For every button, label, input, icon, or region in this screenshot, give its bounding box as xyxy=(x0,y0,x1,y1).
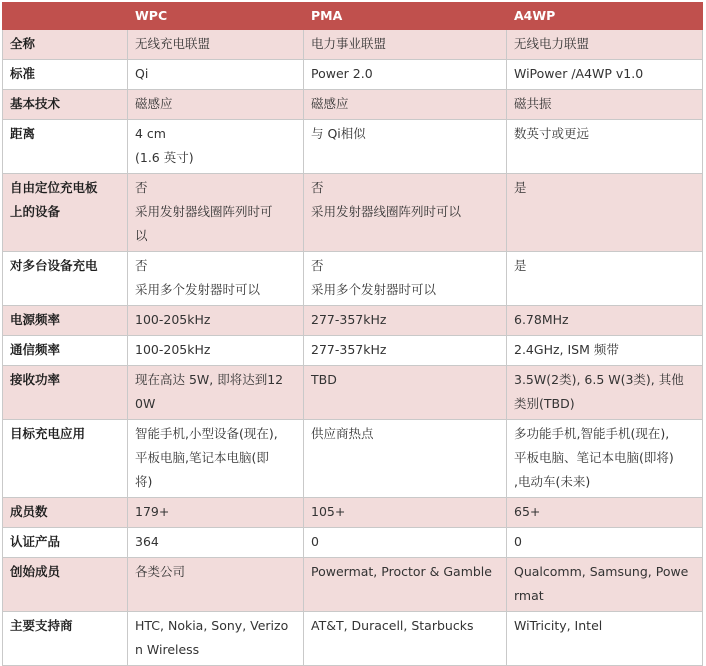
cell-a4wp xyxy=(507,120,703,174)
cell-a4wp xyxy=(507,30,703,60)
cell-line: 电力事业联盟 xyxy=(311,36,387,51)
row-label xyxy=(3,366,128,420)
row-label xyxy=(3,612,128,666)
cell-line: 磁共振 xyxy=(514,96,552,111)
cell-line: 0 xyxy=(311,534,319,549)
header-pma: PMA xyxy=(304,3,507,30)
cell-a4wp xyxy=(507,60,703,90)
row-label-line: 基本技术 xyxy=(10,96,61,111)
cell-line: 无线充电联盟 xyxy=(135,36,211,51)
cell-line: 否 xyxy=(311,180,324,195)
cell-line: 否 xyxy=(135,180,148,195)
row-label xyxy=(3,30,128,60)
row-label-line: 目标充电应用 xyxy=(10,426,86,441)
cell-wpc xyxy=(128,252,304,306)
row-label-line: 上的设备 xyxy=(10,204,61,219)
cell-line: 0 xyxy=(514,534,522,549)
row-label xyxy=(3,60,128,90)
cell-line: rmat xyxy=(514,588,544,603)
row-label-line: 对多台设备充电 xyxy=(10,258,98,273)
cell-line: 100-205kHz xyxy=(135,312,211,327)
cell-line: 3.5W(2类), 6.5 W(3类), 其他 xyxy=(514,372,684,387)
table-row xyxy=(3,174,703,252)
cell-line: 现在高达 5W, 即将达到12 xyxy=(135,372,284,387)
cell-line: 是 xyxy=(514,180,527,195)
cell-wpc xyxy=(128,174,304,252)
row-label-line: 距离 xyxy=(10,126,36,141)
row-label xyxy=(3,558,128,612)
cell-line: Qualcomm, Samsung, Powe xyxy=(514,564,689,579)
cell-wpc xyxy=(128,528,304,558)
cell-line: 否 xyxy=(311,258,324,273)
cell-line: 采用多个发射器时可以 xyxy=(311,282,437,297)
row-label-line: 接收功率 xyxy=(10,372,61,387)
cell-line: 与 Qi相似 xyxy=(311,126,366,141)
header-corner xyxy=(3,3,128,30)
table-row xyxy=(3,252,703,306)
row-label xyxy=(3,528,128,558)
cell-pma xyxy=(304,252,507,306)
cell-line: 179+ xyxy=(135,504,170,519)
cell-line: WiPower /A4WP v1.0 xyxy=(514,66,644,81)
row-label-line: 全称 xyxy=(10,36,36,51)
cell-line: 4 cm xyxy=(135,126,166,141)
cell-line: 2.4GHz, ISM 频带 xyxy=(514,342,619,357)
header-wpc: WPC xyxy=(128,3,304,30)
cell-wpc xyxy=(128,558,304,612)
cell-line: 105+ xyxy=(311,504,346,519)
row-label-line: 成员数 xyxy=(10,504,48,519)
row-label xyxy=(3,336,128,366)
table-row xyxy=(3,498,703,528)
table-row xyxy=(3,558,703,612)
cell-a4wp xyxy=(507,612,703,666)
cell-line: 是 xyxy=(514,258,527,273)
row-label-line: 自由定位充电板 xyxy=(10,180,98,195)
cell-line: 数英寸或更远 xyxy=(514,126,590,141)
cell-line: 否 xyxy=(135,258,148,273)
table-row xyxy=(3,60,703,90)
cell-a4wp xyxy=(507,366,703,420)
cell-pma xyxy=(304,90,507,120)
cell-a4wp xyxy=(507,498,703,528)
cell-pma xyxy=(304,60,507,90)
cell-line: HTC, Nokia, Sony, Verizo xyxy=(135,618,289,633)
cell-line: 6.78MHz xyxy=(514,312,569,327)
cell-wpc xyxy=(128,60,304,90)
row-label-line: 标准 xyxy=(10,66,36,81)
row-label-line: 通信频率 xyxy=(10,342,61,357)
cell-line: 65+ xyxy=(514,504,541,519)
cell-line: 将) xyxy=(135,474,153,489)
cell-line: 平板电脑,笔记本电脑(即 xyxy=(135,450,269,465)
table-row xyxy=(3,420,703,498)
cell-line: 100-205kHz xyxy=(135,342,211,357)
cell-pma xyxy=(304,174,507,252)
row-label xyxy=(3,252,128,306)
table-row xyxy=(3,612,703,666)
cell-wpc xyxy=(128,336,304,366)
cell-line: 类别(TBD) xyxy=(514,396,575,411)
cell-line: Power 2.0 xyxy=(311,66,373,81)
cell-line: 采用发射器线圈阵列时可以 xyxy=(311,204,462,219)
header-a4wp: A4WP xyxy=(507,3,703,30)
cell-line: 0W xyxy=(135,396,156,411)
cell-wpc xyxy=(128,420,304,498)
cell-wpc xyxy=(128,306,304,336)
row-label xyxy=(3,420,128,498)
cell-a4wp xyxy=(507,528,703,558)
cell-pma xyxy=(304,366,507,420)
cell-pma xyxy=(304,120,507,174)
cell-wpc xyxy=(128,498,304,528)
cell-line: 364 xyxy=(135,534,159,549)
header-row xyxy=(3,3,703,30)
cell-a4wp xyxy=(507,420,703,498)
cell-pma xyxy=(304,306,507,336)
cell-line: 277-357kHz xyxy=(311,312,387,327)
cell-line: 磁感应 xyxy=(311,96,349,111)
cell-line: 采用发射器线圈阵列时可 xyxy=(135,204,273,219)
table-row xyxy=(3,336,703,366)
table-row xyxy=(3,120,703,174)
row-label-line: 创始成员 xyxy=(10,564,61,579)
cell-line: 供应商热点 xyxy=(311,426,374,441)
table-row xyxy=(3,366,703,420)
cell-pma xyxy=(304,558,507,612)
cell-line: (1.6 英寸) xyxy=(135,150,194,165)
cell-line: Qi xyxy=(135,66,149,81)
cell-line: 无线电力联盟 xyxy=(514,36,590,51)
cell-wpc xyxy=(128,120,304,174)
cell-line: Powermat, Proctor & Gamble xyxy=(311,564,492,579)
cell-line: ,电动车(未来) xyxy=(514,474,591,489)
cell-wpc xyxy=(128,30,304,60)
cell-a4wp xyxy=(507,558,703,612)
row-label xyxy=(3,174,128,252)
row-label xyxy=(3,498,128,528)
row-label xyxy=(3,120,128,174)
row-label-line: 电源频率 xyxy=(10,312,61,327)
cell-line: 以 xyxy=(135,228,148,243)
table-body xyxy=(3,30,703,666)
cell-line: TBD xyxy=(311,372,337,387)
cell-line: 各类公司 xyxy=(135,564,186,579)
cell-a4wp xyxy=(507,90,703,120)
cell-line: 277-357kHz xyxy=(311,342,387,357)
cell-pma xyxy=(304,528,507,558)
cell-a4wp xyxy=(507,336,703,366)
row-label xyxy=(3,90,128,120)
cell-pma xyxy=(304,498,507,528)
table-row xyxy=(3,528,703,558)
cell-line: AT&T, Duracell, Starbucks xyxy=(311,618,474,633)
table-row xyxy=(3,306,703,336)
row-label-line: 认证产品 xyxy=(10,534,61,549)
cell-a4wp xyxy=(507,174,703,252)
cell-pma xyxy=(304,420,507,498)
cell-a4wp xyxy=(507,306,703,336)
cell-wpc xyxy=(128,366,304,420)
cell-line: 多功能手机,智能手机(现在), xyxy=(514,426,670,441)
cell-line: 智能手机,小型设备(现在), xyxy=(135,426,278,441)
cell-pma xyxy=(304,336,507,366)
wireless-charging-standards-table xyxy=(2,2,703,666)
row-label-line: 主要支持商 xyxy=(10,618,73,633)
cell-line: n Wireless xyxy=(135,642,200,657)
table-row xyxy=(3,30,703,60)
cell-pma xyxy=(304,612,507,666)
cell-line: 平板电脑、笔记本电脑(即将) xyxy=(514,450,674,465)
cell-line: 磁感应 xyxy=(135,96,173,111)
cell-line: 采用多个发射器时可以 xyxy=(135,282,261,297)
cell-pma xyxy=(304,30,507,60)
cell-a4wp xyxy=(507,252,703,306)
row-label xyxy=(3,306,128,336)
cell-wpc xyxy=(128,612,304,666)
table-row xyxy=(3,90,703,120)
cell-wpc xyxy=(128,90,304,120)
cell-line: WiTricity, Intel xyxy=(514,618,603,633)
